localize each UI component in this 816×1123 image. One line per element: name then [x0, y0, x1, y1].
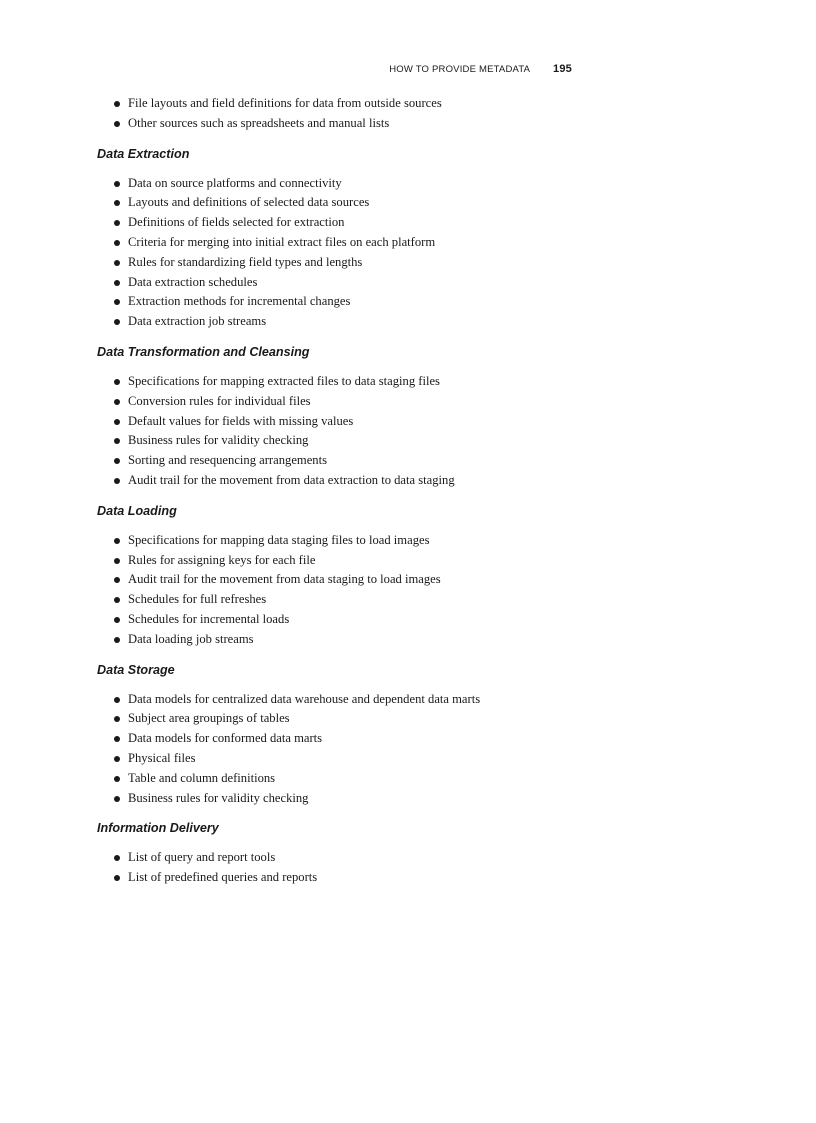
- bullet-icon: [114, 716, 120, 722]
- bullet-icon: [114, 736, 120, 742]
- list-item: Schedules for full refreshes: [114, 590, 717, 610]
- section-heading-data-extraction: Data Extraction: [97, 146, 190, 161]
- bullet-icon: [114, 458, 120, 464]
- bullet-icon: [114, 121, 120, 127]
- list-item: Business rules for validity checking: [114, 789, 717, 809]
- bullet-icon: [114, 597, 120, 603]
- bullet-icon: [114, 577, 120, 583]
- bullet-icon: [114, 538, 120, 544]
- bullet-icon: [114, 796, 120, 802]
- list-item: Data on source platforms and connectivity: [114, 174, 717, 194]
- list-item: Rules for standardizing field types and lengths: [114, 253, 717, 273]
- running-header: [389, 63, 572, 75]
- list-item: Business rules for validity checking: [114, 431, 717, 451]
- data-loading-list: [97, 531, 717, 650]
- bullet-icon: [114, 280, 120, 286]
- list-item: Layouts and definitions of selected data sources: [114, 193, 717, 213]
- list-item: Data models for centralized data warehouse and dependent data marts: [114, 690, 717, 710]
- bullet-icon: [114, 637, 120, 643]
- bullet-icon: [114, 558, 120, 564]
- list-item: Schedules for incremental loads: [114, 610, 717, 630]
- bullet-icon: [114, 220, 120, 226]
- section-heading-data-loading: Data Loading: [97, 503, 177, 518]
- data-transformation-list: [97, 372, 717, 491]
- list-item: Specifications for mapping extracted files to data staging files: [114, 372, 717, 392]
- list-item: Data loading job streams: [114, 630, 717, 650]
- bullet-icon: [114, 299, 120, 305]
- bullet-icon: [114, 399, 120, 405]
- list-item: Subject area groupings of tables: [114, 709, 717, 729]
- list-item: Specifications for mapping data staging files to load images: [114, 531, 717, 551]
- list-item: Rules for assigning keys for each file: [114, 551, 717, 571]
- bullet-icon: [114, 240, 120, 246]
- list-item: Physical files: [114, 749, 717, 769]
- list-item: Data models for conformed data marts: [114, 729, 717, 749]
- bullet-icon: [114, 697, 120, 703]
- bullet-icon: [114, 419, 120, 425]
- bullet-icon: [114, 200, 120, 206]
- section-heading-data-transformation: Data Transformation and Cleansing: [97, 344, 310, 359]
- page-body: [97, 94, 717, 888]
- list-item: Criteria for merging into initial extract files on each platform: [114, 233, 717, 253]
- section-heading-information-delivery: Information Delivery: [97, 821, 219, 836]
- list-item: List of query and report tools: [114, 848, 717, 868]
- list-item: Audit trail for the movement from data extraction to data staging: [114, 471, 717, 491]
- list-item: Extraction methods for incremental changes: [114, 292, 717, 312]
- bullet-icon: [114, 756, 120, 762]
- bullet-icon: [114, 260, 120, 266]
- list-item: File layouts and field definitions for data from outside sources: [114, 94, 717, 114]
- list-item: Conversion rules for individual files: [114, 392, 717, 412]
- list-item: Data extraction job streams: [114, 312, 717, 332]
- bullet-icon: [114, 101, 120, 107]
- list-item: Default values for fields with missing values: [114, 412, 717, 432]
- list-item: Other sources such as spreadsheets and manual lists: [114, 114, 717, 134]
- bullet-icon: [114, 438, 120, 444]
- bullet-icon: [114, 617, 120, 623]
- list-item: Table and column definitions: [114, 769, 717, 789]
- list-item: Data extraction schedules: [114, 273, 717, 293]
- bullet-icon: [114, 478, 120, 484]
- page-number: 195: [553, 63, 572, 75]
- bullet-icon: [114, 181, 120, 187]
- data-storage-list: [97, 690, 717, 809]
- list-item: Definitions of fields selected for extraction: [114, 213, 717, 233]
- bullet-icon: [114, 319, 120, 325]
- list-item: Audit trail for the movement from data staging to load images: [114, 570, 717, 590]
- bullet-icon: [114, 875, 120, 881]
- list-item: List of predefined queries and reports: [114, 868, 717, 888]
- list-item: Sorting and resequencing arrangements: [114, 451, 717, 471]
- bullet-icon: [114, 776, 120, 782]
- intro-list: [97, 94, 717, 134]
- data-extraction-list: [97, 174, 717, 332]
- running-title: HOW TO PROVIDE METADATA: [389, 64, 531, 75]
- bullet-icon: [114, 855, 120, 861]
- section-heading-data-storage: Data Storage: [97, 662, 175, 677]
- information-delivery-list: [97, 848, 717, 888]
- bullet-icon: [114, 379, 120, 385]
